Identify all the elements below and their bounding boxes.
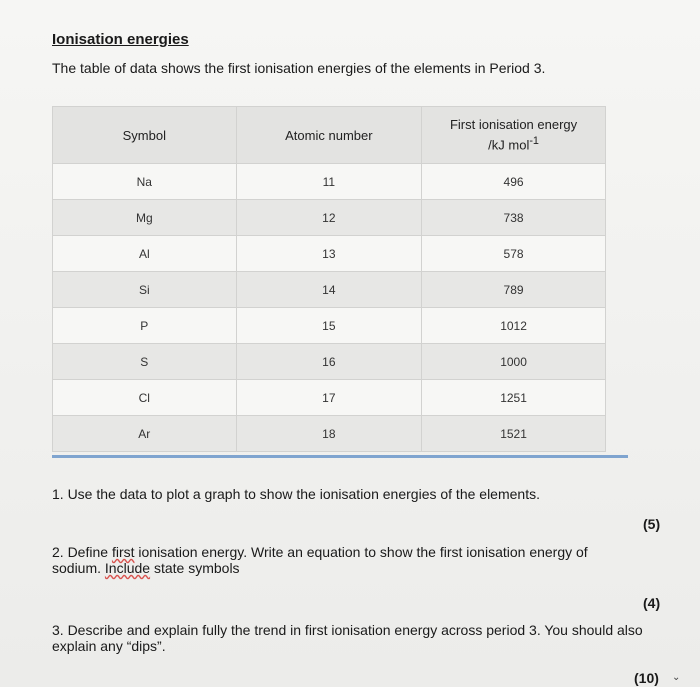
table-row: [53, 380, 606, 416]
table-body: [53, 164, 606, 452]
header-energy-unit: /kJ mol: [488, 137, 530, 153]
table-row: [53, 236, 606, 272]
ionisation-table: [52, 106, 606, 452]
question-2-text-start: 2. Define: [52, 544, 112, 560]
table-row: [53, 308, 606, 344]
table-header-row: [53, 107, 606, 164]
table-row: [53, 272, 606, 308]
page-title: Ionisation energies: [52, 31, 189, 48]
question-2: [52, 544, 632, 576]
question-2-word-include: Include: [104, 560, 151, 576]
cell-symbol: Al: [53, 236, 237, 272]
cell-ionisation-energy: 496: [422, 164, 606, 200]
cell-symbol: Cl: [53, 380, 237, 416]
cell-symbol: P: [53, 308, 237, 344]
cell-symbol: S: [53, 344, 237, 380]
question-3: 3. Describe and explain fully the trend in first ionisation energy across period 3. You should also explain any “dips”.: [52, 622, 643, 654]
header-symbol: Symbol: [53, 107, 237, 164]
cell-atomic-number: 12: [236, 200, 422, 236]
cell-ionisation-energy: 1251: [422, 380, 606, 416]
header-first-ionisation-energy: [422, 107, 606, 164]
cell-ionisation-energy: 1521: [422, 416, 606, 452]
question-1: 1. Use the data to plot a graph to show the ionisation energies of the elements.: [52, 486, 540, 502]
cell-ionisation-energy: 578: [422, 236, 606, 272]
cell-atomic-number: 11: [236, 164, 422, 200]
cell-symbol: Si: [53, 272, 237, 308]
cell-atomic-number: 16: [236, 344, 422, 380]
cell-symbol: Ar: [53, 416, 237, 452]
cell-symbol: Mg: [53, 200, 237, 236]
cell-atomic-number: 17: [236, 380, 422, 416]
table-row: [53, 164, 606, 200]
question-2-text-end: state symbols: [150, 560, 240, 576]
cell-ionisation-energy: 1000: [422, 344, 606, 380]
cell-atomic-number: 13: [236, 236, 422, 272]
question-2-word-first: first: [111, 544, 135, 560]
cell-ionisation-energy: 789: [422, 272, 606, 308]
table-row: [53, 200, 606, 236]
cell-atomic-number: 14: [236, 272, 422, 308]
table-row: [53, 344, 606, 380]
cell-ionisation-energy: 738: [422, 200, 606, 236]
header-energy-label: First ionisation energy: [449, 117, 578, 133]
header-atomic-number: Atomic number: [236, 107, 422, 164]
question-1-marks: (5): [643, 516, 661, 532]
divider-line: [52, 455, 628, 458]
cell-ionisation-energy: 1012: [422, 308, 606, 344]
question-2-text-middle: ionisation energy. Write an equation to show the first ionisation energy of sodium.: [52, 544, 588, 576]
intro-text: The table of data shows the first ionisation energies of the elements in Period 3.: [52, 60, 546, 76]
cell-symbol: Na: [53, 164, 237, 200]
cell-atomic-number: 15: [236, 308, 422, 344]
question-2-marks: (4): [643, 595, 661, 611]
chevron-down-icon: ⌄: [672, 672, 681, 683]
question-3-marks: (10): [634, 670, 659, 686]
header-energy-unit-exponent: -1: [529, 135, 539, 148]
table-row: [53, 416, 606, 452]
cell-atomic-number: 18: [236, 416, 422, 452]
